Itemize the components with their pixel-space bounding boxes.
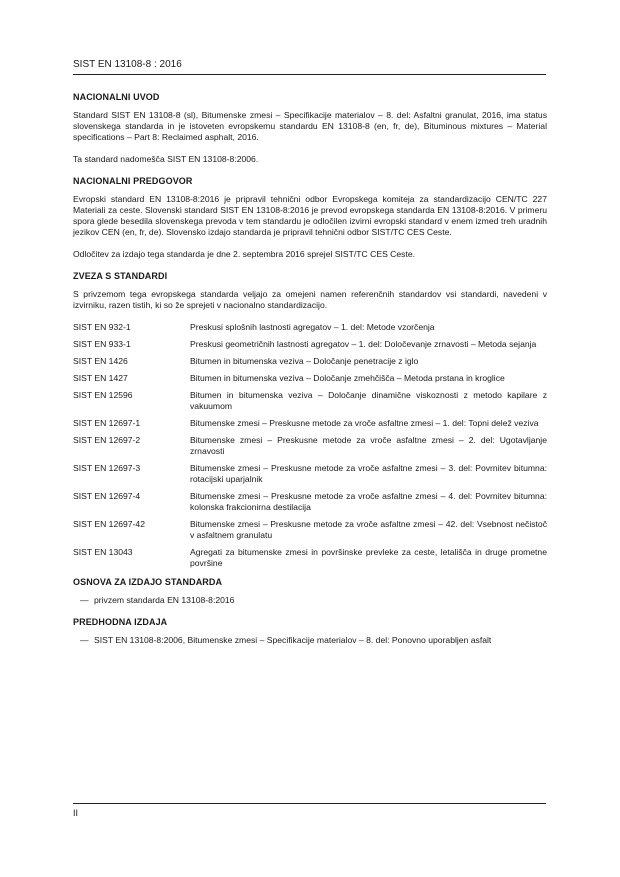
reference-row <box>73 390 547 412</box>
page-header <box>73 59 546 75</box>
reference-row <box>73 339 547 350</box>
reference-title: Bitumenske zmesi – Preskusne metode za vroče asfaltne zmesi – 42. del: Vsebnost nečistoč v asfaltnem granulatu <box>190 519 547 540</box>
reference-row <box>73 547 547 569</box>
reference-code: SIST EN 12596 <box>73 390 133 400</box>
reference-code: SIST EN 932-1 <box>73 322 131 332</box>
paragraph: Ta standard nadomešča SIST EN 13108-8:2006. <box>73 154 259 164</box>
heading-zveza-s-standardi: ZVEZA S STANDARDI <box>73 271 168 281</box>
page-footer <box>73 803 546 819</box>
dash-bullet: — <box>80 635 89 645</box>
reference-code: SIST EN 12697-4 <box>73 491 141 501</box>
reference-row <box>73 373 547 384</box>
document-id: SIST EN 13108-8 : 2016 <box>73 59 182 70</box>
reference-code: SIST EN 1426 <box>73 356 128 366</box>
reference-title: Bitumen in bitumenska veziva – Določanje dinamične viskoznosti z metodo kapilare z vakuumom <box>190 390 547 411</box>
reference-row <box>73 322 547 333</box>
reference-code: SIST EN 13043 <box>73 547 133 557</box>
paragraph: Evropski standard EN 13108-8:2016 je pripravil tehnični odbor Evropskega komiteja za standardizacijo CEN/TC 227 Materiali za ceste. Slovenski standard SIST EN 13108-8:2016 je prevod evropskega standarda EN 13108-8:2016. V primeru spora glede besedila slovenskega prevoda v tem standardu je odločilen izvirni evropski standard v enem izmed treh uradnih jezikov CEN (en, fr, de). Slovensko izdajo standarda je pripravil tehnični odbor SIST/TC CES Ceste. <box>73 194 547 237</box>
reference-title: Agregati za bitumenske zmesi in površinske prevleke za ceste, letališča in druge prometne površine <box>190 547 547 568</box>
reference-title: Bitumen in bitumenska veziva – Določanje penetracije z iglo <box>190 356 419 366</box>
list-item <box>80 595 547 606</box>
reference-code: SIST EN 12697-3 <box>73 463 141 473</box>
list-item <box>80 635 547 646</box>
paragraph: Odločitev za izdajo tega standarda je dne 2. septembra 2016 sprejel SIST/TC CES Ceste. <box>73 249 416 259</box>
paragraph: S privzemom tega evropskega standarda veljajo za omejeni namen referenčnih standardov vsi standardi, navedeni v izvirniku, razen tistih, ki so že sprejeti v nacionalno standardizacijo. <box>73 289 547 310</box>
reference-title: Bitumen in bitumenska veziva – Določanje zmehčišča – Metoda prstana in kroglice <box>190 373 505 383</box>
list-item-text: privzem standarda EN 13108-8:2016 <box>94 595 235 605</box>
reference-row <box>73 418 547 429</box>
list-item-text: SIST EN 13108-8:2006, Bitumenske zmesi – Specifikacije materialov – 8. del: Ponovno uporabljen asfalt <box>94 635 492 645</box>
reference-code: SIST EN 1427 <box>73 373 128 383</box>
paragraph: Standard SIST EN 13108-8 (sl), Bitumenske zmesi – Specifikacije materialov – 8. del: Asfaltni granulat, 2016, ima status slovenskega standarda in je istoveten evropskemu standardu EN 13108-8 (en, fr, de), Bituminous mixtures – Material specifications – Part 8: Reclaimed asphalt, 2016. <box>73 110 547 142</box>
reference-title: Bitumenske zmesi – Preskusne metode za vroče asfaltne zmesi – 3. del: Povrnitev bitumna: rotacijski uparjalnik <box>190 463 547 484</box>
reference-row <box>73 356 547 367</box>
reference-title: Bitumenske zmesi – Preskusne metode za vroče asfaltne zmesi – 1. del: Topni delež veziva <box>190 418 539 428</box>
reference-code: SIST EN 12697-42 <box>73 519 145 529</box>
document-body <box>73 92 547 657</box>
dash-bullet: — <box>80 595 89 605</box>
reference-title: Bitumenske zmesi – Preskusne metode za vroče asfaltne zmesi – 4. del: Povrnitev bitumna: kolonska frakcionirna destilacija <box>190 491 547 512</box>
heading-nacionalni-predgovor: NACIONALNI PREDGOVOR <box>73 176 193 186</box>
reference-row <box>73 463 547 485</box>
reference-code: SIST EN 933-1 <box>73 339 131 349</box>
reference-row <box>73 519 547 541</box>
heading-predhodna-izdaja: PREDHODNA IZDAJA <box>73 617 168 627</box>
heading-osnova-za-izdajo: OSNOVA ZA IZDAJO STANDARDA <box>73 577 223 587</box>
reference-row <box>73 491 547 513</box>
reference-code: SIST EN 12697-1 <box>73 418 141 428</box>
heading-nacionalni-uvod: NACIONALNI UVOD <box>73 92 160 102</box>
reference-row <box>73 435 547 457</box>
reference-title: Preskusi splošnih lastnosti agregatov – 1. del: Metode vzorčenja <box>190 322 435 332</box>
reference-list <box>73 322 547 569</box>
page-number: II <box>73 808 79 818</box>
reference-title: Bitumenske zmesi – Preskusne metode za vroče asfaltne zmesi – 2. del: Ugotavljanje zrnavosti <box>190 435 547 456</box>
reference-title: Preskusi geometričnih lastnosti agregatov – 1. del: Določevanje zrnavosti – Metoda sejanja <box>190 339 537 349</box>
reference-code: SIST EN 12697-2 <box>73 435 141 445</box>
